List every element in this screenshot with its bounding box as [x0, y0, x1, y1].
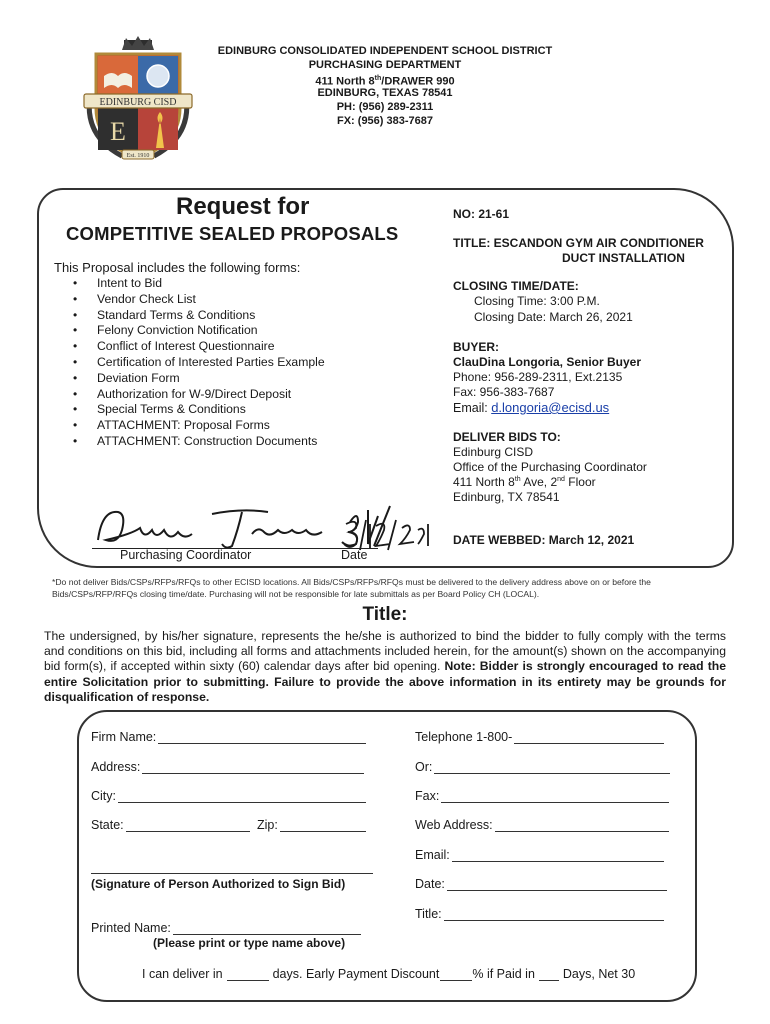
deliver-text-c: % if Paid in [472, 967, 535, 981]
title-label: Title: [415, 907, 442, 921]
buyer-phone: Phone: 956-289-2311, Ext.2135 [453, 370, 623, 384]
deliver-line4: Edinburg, TX 78541 [453, 490, 560, 504]
district-logo [78, 36, 198, 164]
paid-days-blank[interactable] [539, 969, 559, 981]
district-address: 411 North 8th/DRAWER 990 [315, 75, 455, 88]
deliver-text-d: Days, Net 30 [562, 967, 636, 981]
date-label: Date [341, 548, 368, 562]
proposal-title-line1: TITLE: ESCANDON GYM AIR CONDITIONER [453, 236, 704, 250]
delivery-footnote: *Do not deliver Bids/CSPs/RFPs/RFQs to other ECISD locations. All Bids/CSPs/RFPs/RFQs must be delivered to the delivery address above on or before the Bids/CSPs/RFP/RFQs closing time/date. Purchasing will not be responsible for late submittals as per Board Policy CH (LOCAL). [52, 577, 651, 599]
deliver-line1: Edinburg CISD [453, 445, 534, 459]
list-item: • Vendor Check List [60, 292, 325, 308]
printed-name-label: Printed Name: [91, 921, 171, 935]
department-name: PURCHASING DEPARTMENT [308, 59, 462, 71]
request-subtitle: COMPETITIVE SEALED PROPOSALS [66, 223, 399, 244]
fax-field[interactable] [415, 789, 669, 803]
closing-date: Closing Date: March 26, 2021 [474, 310, 633, 324]
buyer-fax: Fax: 956-383-7687 [453, 385, 555, 399]
address-field[interactable] [91, 760, 364, 774]
firm-name-field[interactable] [91, 730, 366, 744]
vendor-cert-body: The undersigned, by his/her signature, represents the he/she is authorized to bind the bidder to fully comply with the terms and conditions on this bid, including all forms and attachments included herein, for the amount(s) shown on the accompanying bid form(s), if accepted within sixty (60) calendar days after bid opening. Note: Bidder is strongly encouraged to read the entire Solicitation prior to submitting. Failure to provide the above information in its entirety may be grounds for disqualification of response. [44, 629, 726, 704]
list-item: • Authorization for W-9/Direct Deposit [60, 387, 325, 403]
buyer-email-link[interactable]: d.longoria@ecisd.us [491, 400, 610, 415]
vendor-cert-title: Title: [362, 604, 408, 625]
fax-label: Fax: [415, 789, 440, 803]
buyer-heading: BUYER: [453, 340, 500, 354]
coordinator-label: Purchasing Coordinator [120, 548, 252, 562]
alt-phone-field[interactable] [415, 760, 670, 774]
list-item: • Certification of Interested Parties Example [60, 355, 325, 371]
buyer-name: ClauDina Longoria, Senior Buyer [453, 355, 642, 369]
signature-date-handwritten [344, 518, 434, 552]
discount-blank[interactable] [440, 969, 472, 981]
web-address-label: Web Address: [415, 818, 493, 832]
telephone-label: Telephone 1-800- [415, 730, 513, 744]
deliver-line2: Office of the Purchasing Coordinator [453, 460, 647, 474]
printed-name-caption: (Please print or type name above) [153, 936, 346, 950]
web-address-field[interactable] [415, 818, 669, 832]
logo-banner-text: EDINBURG CISD [99, 97, 177, 108]
city-field[interactable] [91, 789, 366, 803]
signature-caption: (Signature of Person Authorized to Sign Bid) [91, 877, 346, 891]
proposal-number: NO: 21-61 [453, 207, 510, 221]
district-fax: FX: (956) 383-7687 [337, 115, 433, 127]
email-label: Email: [415, 848, 450, 862]
firm-name-label: Firm Name: [91, 730, 157, 744]
list-item: • Standard Terms & Conditions [60, 308, 325, 324]
list-item: • ATTACHMENT: Proposal Forms [60, 418, 325, 434]
list-item: • Felony Conviction Notification [60, 323, 325, 339]
list-item: • ATTACHMENT: Construction Documents [60, 434, 325, 450]
request-title: Request for [176, 193, 310, 220]
logo-letter: E [110, 117, 126, 146]
printed-name-field[interactable] [91, 921, 361, 935]
list-item: • Special Terms & Conditions [60, 402, 325, 418]
deliver-heading: DELIVER BIDS TO: [453, 430, 561, 444]
state-label: State: [91, 818, 124, 832]
district-name: EDINBURG CONSOLIDATED INDEPENDENT SCHOOL DISTRICT [217, 45, 553, 57]
closing-heading: CLOSING TIME/DATE: [453, 279, 579, 293]
date-webbed: DATE WEBBED: March 12, 2021 [453, 533, 635, 547]
deliver-line3: 411 North 8th Ave, 2nd Floor [453, 475, 596, 489]
emblem-icon [147, 65, 169, 87]
list-item: • Conflict of Interest Questionnaire [60, 339, 325, 355]
buyer-email-row [453, 400, 609, 415]
logo-est: Est. 1910 [126, 153, 150, 159]
city-label: City: [91, 789, 116, 803]
forms-list [60, 276, 325, 450]
buyer-email-label: Email: [453, 401, 492, 415]
or-label: Or: [415, 760, 433, 774]
address-label: Address: [91, 760, 141, 774]
delivery-terms-row[interactable] [142, 967, 635, 981]
date-field-label: Date: [415, 877, 445, 891]
list-item: • Deviation Form [60, 371, 325, 387]
zip-label: Zip: [257, 818, 278, 832]
title-field[interactable] [415, 907, 664, 921]
telephone-field[interactable] [415, 730, 664, 744]
delivery-days-blank[interactable] [227, 969, 269, 981]
deliver-text-a: I can deliver in [142, 967, 223, 981]
authorized-signature-line[interactable] [91, 873, 373, 874]
district-city: EDINBURG, TEXAS 78541 [317, 87, 453, 99]
closing-time: Closing Time: 3:00 P.M. [474, 294, 600, 308]
state-field[interactable] [91, 818, 250, 832]
deliver-text-b: days. Early Payment Discount [272, 967, 440, 981]
zip-field[interactable] [257, 818, 366, 832]
list-item: • Intent to Bid [60, 276, 325, 292]
forms-intro: This Proposal includes the following forms: [54, 260, 301, 275]
date-field[interactable] [415, 877, 667, 891]
proposal-title-line2: DUCT INSTALLATION [562, 251, 685, 265]
district-phone: PH: (956) 289-2311 [336, 101, 434, 113]
crown-icon [122, 36, 154, 50]
email-field[interactable] [415, 848, 664, 862]
